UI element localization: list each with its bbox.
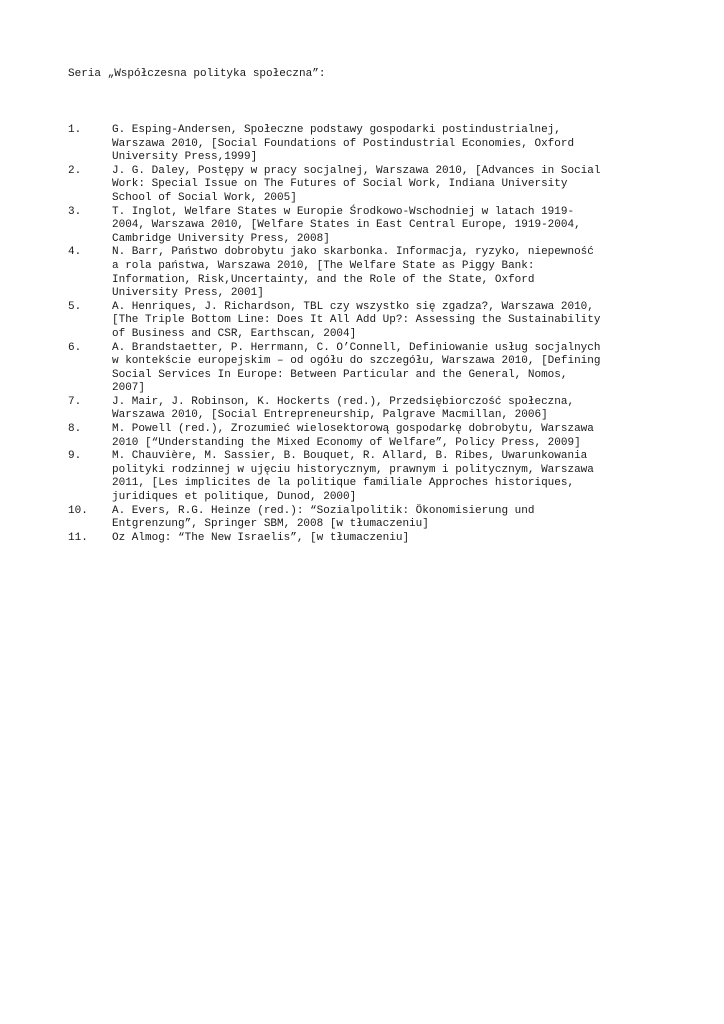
item-number: 1.: [68, 124, 82, 136]
item-text: N. Barr, Państwo dobrobytu jako skarbonka. Informacja, ryzyko, niepewność a rola państwa, Warszawa 2010, [The Welfare State as Piggy Bank: Information, Risk,Uncertainty, and the Role of the State, Oxford University Press, 2001]: [112, 246, 594, 300]
list-item: [68, 165, 668, 206]
item-text: Oz Almog: “The New Israelis”, [w tłumaczeniu]: [112, 531, 410, 544]
item-text: A. Brandstaetter, P. Herrmann, C. O’Connell, Definiowanie usług socjalnych w kontekście europejskim – od ogółu do szczegółu, Warszawa 2010, [Defining Social Services In Europe: Between Particular and the General, Nomos, 2007]: [112, 341, 601, 395]
item-text: J. G. Daley, Postępy w pracy socjalnej, Warszawa 2010, [Advances in Social Work: Special Issue on The Futures of Social Work, Indiana University School of Social Work, 2005]: [112, 164, 601, 204]
item-number: 2.: [68, 164, 82, 177]
item-text: A. Evers, R.G. Heinze (red.): “Sozialpolitik: Ökonomisierung und Entgrenzung”, Springer SBM, 2008 [w tłumaczeniu]: [112, 504, 535, 531]
item-text: G. Esping-Andersen, Społeczne podstawy gospodarki postindustrialnej, Warszawa 2010, [Social Foundations of Postindustrial Economies, Oxford University Press,1999]: [112, 124, 575, 164]
item-number: 9.: [68, 450, 82, 463]
item-text: M. Powell (red.), Zrozumieć wielosektorową gospodarkę dobrobytu, Warszawa 2010 [“Understanding the Mixed Economy of Welfare”, Policy Press, 2009]: [112, 423, 594, 449]
item-number: 5.: [68, 300, 82, 313]
item-number: 7.: [68, 395, 82, 408]
list-item: [68, 532, 668, 546]
item-number: 6.: [68, 341, 82, 354]
list-item: [68, 342, 668, 396]
list-item: [68, 505, 668, 532]
item-number: 3.: [68, 205, 82, 218]
item-number: 8.: [68, 423, 82, 436]
publication-list: [68, 124, 668, 545]
list-item: [68, 301, 668, 342]
item-number: 4.: [68, 246, 82, 259]
list-item: [68, 396, 668, 423]
item-text: J. Mair, J. Robinson, K. Hockerts (red.), Przedsiębiorczość społeczna, Warszawa 2010, [Social Entrepreneurship, Palgrave Macmillan, 2006]: [112, 395, 575, 422]
list-item: [68, 423, 668, 450]
item-number: 11.: [68, 531, 88, 544]
item-text: M. Chauvière, M. Sassier, B. Bouquet, R. Allard, B. Ribes, Uwarunkowania polityki rodzinnej w ujęciu historycznym, prawnym i politycznym, Warszawa 2011, [Les implicites de la politique familiale Approches historiques, juridiques et politique, Dunod, 2000]: [112, 450, 594, 504]
item-text: T. Inglot, Welfare States w Europie Środkowo-Wschodniej w latach 1919- 2004, Warszawa 2010, [Welfare States in East Central Europe, 1919-2004, Cambridge University Press, 2008]: [112, 205, 581, 245]
series-title: Seria „Współczesna polityka społeczna”:: [68, 68, 326, 80]
item-number: 10.: [68, 504, 88, 517]
list-item: [68, 124, 668, 165]
list-item: [68, 206, 668, 247]
item-text: A. Henriques, J. Richardson, TBL czy wszystko się zgadza?, Warszawa 2010, [The Triple Bottom Line: Does It All Add Up?: Assessing the Sustainability of Business and CSR, Earthscan, 2004]: [112, 300, 601, 340]
list-item: [68, 450, 668, 504]
list-item: [68, 246, 668, 300]
